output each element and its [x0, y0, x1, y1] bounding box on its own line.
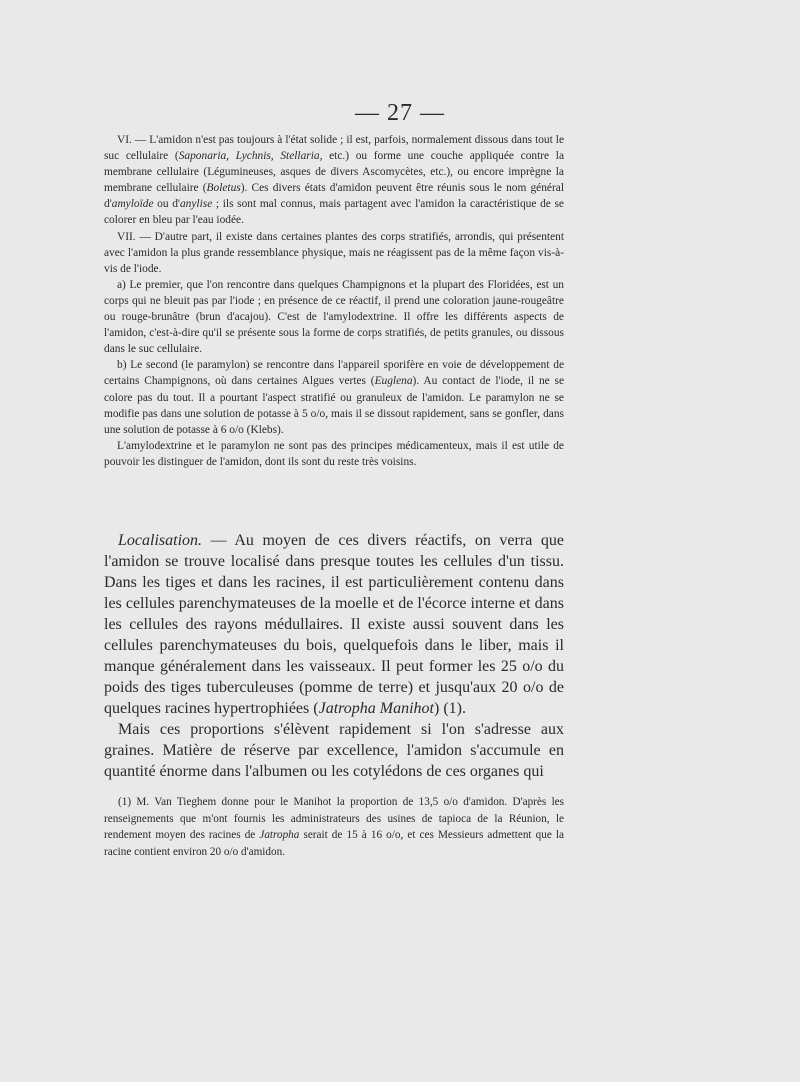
- text-run: ). Au contact de l'iode, il ne se colore pas du tout. Il a pourtant l'aspect stratifié ou granuleux de l'amidon. Le paramylon ne se modifie pas dans une solution de potasse à 5 o/o, mais il se dissout rapidement, sans se gonfler, dans une solution de potasse à 6 o/o (Klebs).: [104, 375, 565, 436]
- small-print-block: [104, 132, 564, 470]
- text-run: ) (1).: [434, 700, 466, 717]
- main-text-block: [104, 530, 564, 782]
- paragraph-vi: [104, 132, 564, 229]
- paragraph-item-a: a) Le premier, que l'on rencontre dans quelques Champignons et la plupart des Floridées, est un corps qui ne bleuit pas par l'iode ; en présence de ce réactif, il prend une coloration jaune-rougeâtre ou rouge-brunâtre (brun d'acajou). C'est de l'amylodextrine. Il offre les différents aspects de l'amidon, c'est-à-dire qu'il se présente sous la forme de corps stratifiés, de petits granules, ou dissous dans le suc cellulaire.: [104, 278, 564, 356]
- italic-run: Jatropha: [259, 829, 300, 842]
- italic-run: Euglena: [374, 375, 413, 388]
- italic-run: Boletus: [206, 182, 241, 195]
- italic-run: Jatropha Manihot: [318, 700, 434, 717]
- italic-run: amyloïde: [111, 198, 154, 211]
- footnote-1: [104, 794, 564, 860]
- footnote-block: [104, 794, 564, 860]
- text-run: — Au moyen de ces divers réactifs, on verra que l'amidon se trouve localisé dans presque toutes les cellules d'un tissu. Dans les tiges et dans les racines, il est particulièrement contenu dans les cellules parenchymateuses de la moelle et de l'écorce interne et dans les cellules des rayons médullaires. Il existe aussi souvent dans les cellules parenchymateuses du bois, quelquefois dans le liber, mais il manque généralement dans les vaisseaux. Il peut former les 25 o/o du poids des tiges tuberculeuses (pomme de terre) et jusqu'aux 20 o/o de quelques racines hypertrophiées (: [104, 532, 564, 717]
- paragraph-proportions: Mais ces proportions s'élèvent rapidement si l'on s'adresse aux graines. Matière de réserve par excellence, l'amidon s'accumule en quantité énorme dans l'albumen ou les cotylédons de ces organes qui: [104, 721, 564, 780]
- italic-run: Saponaria, Lychnis, Stellaria,: [178, 150, 323, 163]
- paragraph-closing: L'amylodextrine et le paramylon ne sont pas des principes médicamenteux, mais il est utile de pouvoir les distinguer de l'amidon, dont ils sont du reste très voisins.: [104, 439, 564, 468]
- italic-run: Localisation.: [118, 532, 203, 549]
- text-run: etc.) ou forme une couche appliquée contre la membrane cellulaire (Légumineuses, asques de divers Ascomycètes, etc.), ou encore imprègne la membrane cellulaire (: [104, 150, 565, 195]
- page-number: — 27 —: [355, 100, 445, 126]
- text-run: serait de 15 à 16 o/o, et ces Messieurs admettent que la racine contient environ 20 o/o d'amidon.: [104, 829, 564, 858]
- text-run: ou d': [153, 198, 180, 211]
- text-run: (1) M. Van Tieghem donne pour le Manihot la proportion de 13,5 o/o d'amidon. D'après les renseignements que m'ont fournis les administrateurs des usines de tapioca de la Réunion, le rendement moyen des racines de: [104, 796, 564, 842]
- text-run: ; ils sont mal connus, mais partagent avec l'amidon la caractéristique de se colorer en bleu par l'eau iodée.: [104, 198, 564, 227]
- paragraph-vii: VII. — D'autre part, il existe dans certaines plantes des corps stratifiés, arrondis, qui présentent avec l'amidon la plus grande ressemblance physique, mais ne réagissent pas de la même façon vis-à-vis de l'iode.: [104, 230, 564, 275]
- paragraph-item-b: [104, 357, 564, 437]
- text-run: b) Le second (le paramylon) se rencontre dans l'appareil sporifère en voie de développement de certains Champignons, où dans certaines Algues vertes (: [104, 359, 564, 388]
- text-run: VI. — L'amidon n'est pas toujours à l'état solide ; il est, parfois, normalement dissous dans tout le suc cellulaire (: [104, 134, 564, 163]
- text-run: ). Ces divers états d'amidon peuvent être réunis sous le nom général d': [104, 182, 564, 211]
- paragraph-localisation: [104, 530, 564, 719]
- italic-run: anylise: [179, 198, 213, 211]
